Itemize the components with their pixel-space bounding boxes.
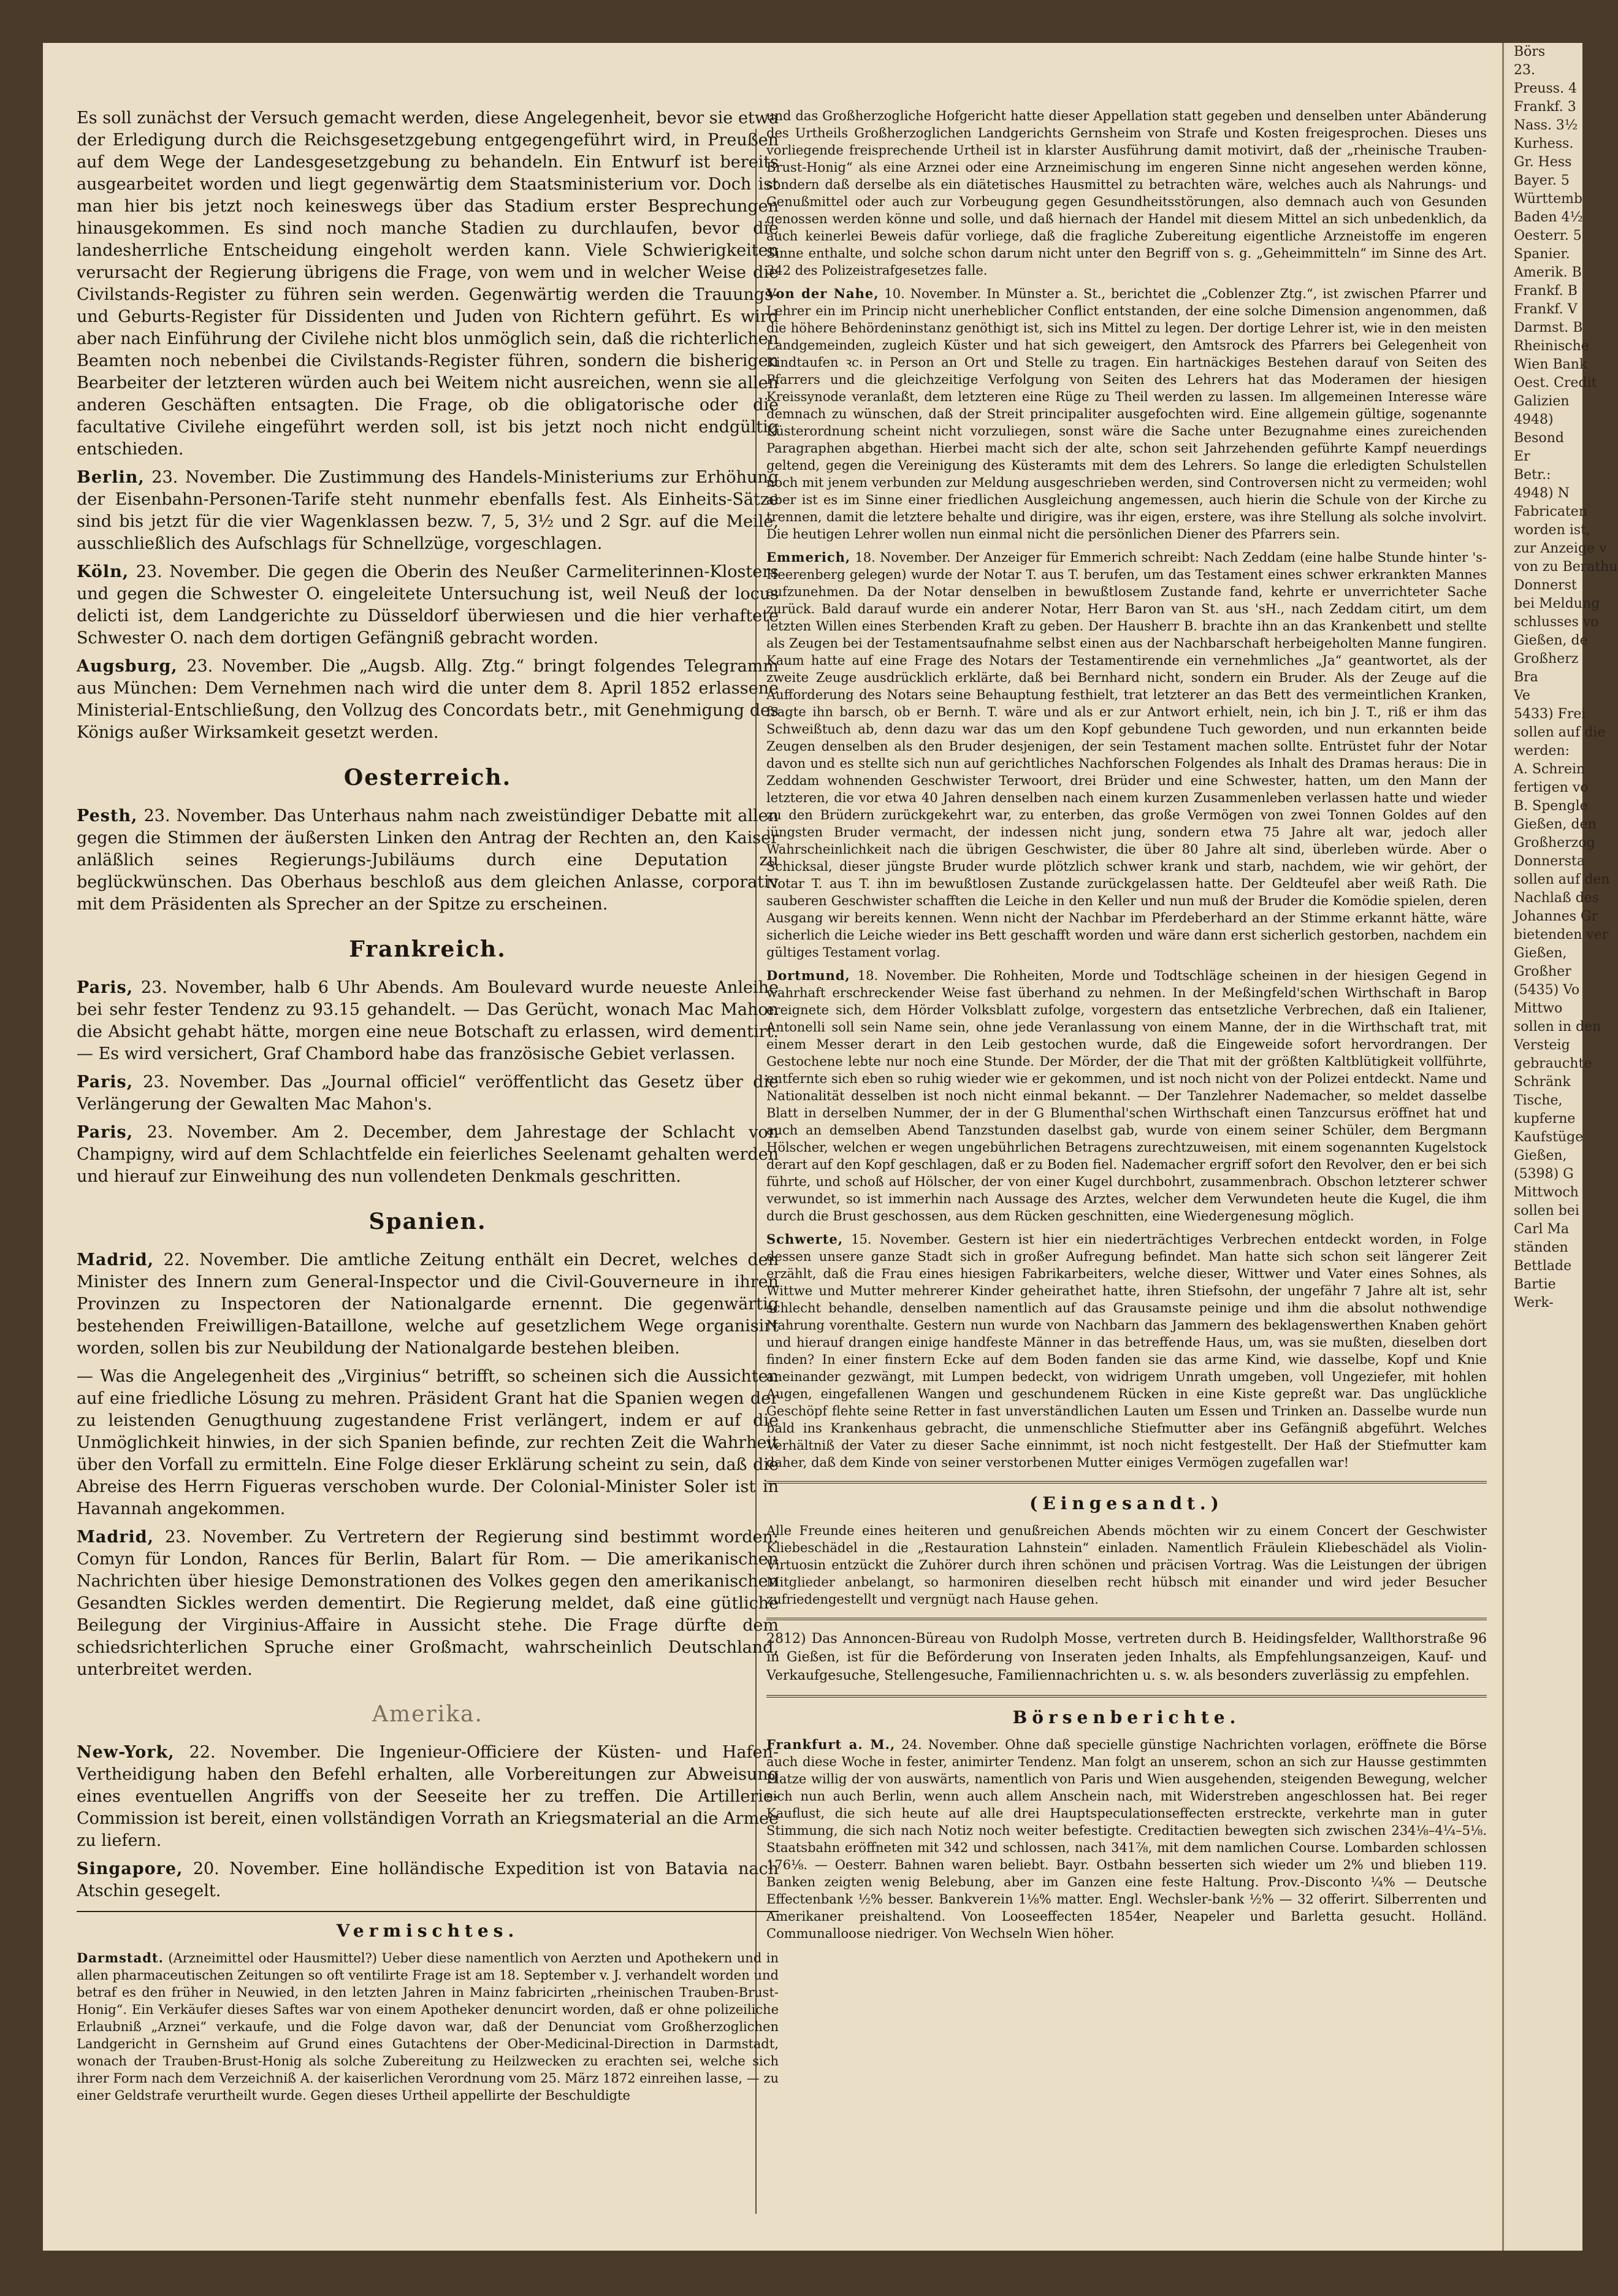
dateline-berlin: Berlin,: [77, 468, 145, 487]
section-divider: [766, 1618, 1487, 1620]
section-heading-amerika: Amerika.: [372, 1702, 483, 1727]
dateline-madrid: Madrid,: [77, 1250, 155, 1269]
section-divider: [766, 1481, 1487, 1483]
edge-text-fragment: Donnersta: [1514, 854, 1586, 869]
edge-text-fragment: Börs: [1514, 44, 1546, 59]
edge-text-fragment: Kaufstüge: [1514, 1130, 1584, 1145]
edge-text-fragment: sollen auf den: [1514, 872, 1610, 887]
edge-text-fragment: Mittwo: [1514, 1001, 1563, 1016]
article-eingesandt: Alle Freunde eines heiteren und genußreichen Abends möchten wir zu einem Concert der Geschwister Kliebeschädel in die „Restauration Lahnstein“ einladen. Namentlich Fräulein Kliebeschädel als Violin-Virtuosin entzückt die Zuhörer durch ihren schönen und präcisen Vortrag. Was die Leistungen der übrigen Mitglieder anbelangt, so harmoniren dieselben recht hübsch mit einander und wird jeder Besucher zufriedengestellt und vergnügt nach Hause gehen.: [766, 1523, 1487, 1607]
edge-text-fragment: Gießen,: [1514, 1148, 1567, 1163]
section-heading-spanien: Spanien.: [368, 1209, 487, 1234]
edge-text-fragment: Baden 4½: [1514, 210, 1583, 225]
right-column: [766, 107, 1487, 1948]
edge-text-fragment: 5433) Frei: [1514, 706, 1586, 722]
edge-text-fragment: Preuss. 4: [1514, 81, 1578, 96]
edge-text-fragment: Donnerst: [1514, 578, 1577, 593]
article-koeln: Köln, 23. November. Die gegen die Oberin des Neußer Carmeliterinnen-Klosters und gegen die Schwester O. eingeleitete Untersuchung ist, weil Neuß der locus delicti ist, dem Landgerichte zu Düsseldorf überwiesen und die hier verhaftete Schwester O. nach dem dortigen Gefängniß gebracht worden.: [77, 562, 779, 648]
edge-text-fragment: sollen auf die: [1514, 725, 1606, 740]
article-pesth: Pesth, 23. November. Das Unterhaus nahm nach zweistündiger Debatte mit allen gegen die Stimmen der äußersten Linken den Antrag der Rechten an, den Kaiser anläßlich seines Regierungs-Jubiläums durch eine Deputation zu beglückwünschen. Das Oberhaus beschloß aus dem gleichen Anlasse, corporativ mit dem Präsidenten als Sprecher an der Spitze zu erscheinen.: [77, 806, 779, 914]
edge-text-fragment: Er: [1514, 449, 1530, 464]
dateline-nahe: Von der Nahe,: [766, 286, 879, 301]
edge-text-fragment: Spanier.: [1514, 247, 1570, 262]
edge-text-fragment: Mittwoch: [1514, 1185, 1579, 1200]
edge-text-fragment: Frankf. V: [1514, 302, 1578, 317]
edge-text-fragment: Nass. 3½: [1514, 118, 1578, 133]
dateline-paris: Paris,: [77, 978, 134, 997]
edge-text-fragment: 4948): [1514, 412, 1554, 427]
article-berlin: Berlin, 23. November. Die Zustimmung des Handels-Ministeriums zur Erhöhung der Eisenbahn-Personen-Tarife steht nunmehr ebenfalls fest. Als Einheits-Sätze sind bis jetzt für die vier Wagenklassen bezw. 7, 5, 3½ und 2 Sgr. auf die Meile, ausschließlich des Aufschlags für Schnellzüge, vorgeschlagen.: [77, 468, 779, 553]
edge-text-fragment: sollen bei: [1514, 1203, 1579, 1219]
article-augsburg: Augsburg, 23. November. Die „Augsb. Allg. Ztg.“ bringt folgendes Telegramm aus München: Dem Vernehmen nach wird die unter dem 8. April 1852 erlassene Ministerial-Entschließung, den Vollzug des Concordats betr., mit Genehmigung des Königs außer Wirksamkeit gesetzt werden.: [77, 657, 779, 742]
edge-text-fragment: 4948) N: [1514, 486, 1570, 501]
edge-text-fragment: Oest. Credit: [1514, 375, 1597, 391]
article-virginius: — Was die Angelegenheit des „Virginius“ betrifft, so scheinen sich die Aussichten auf eine friedliche Lösung zu mehren. Präsident Grant hat die Spanien wegen der zu leistenden Genugthuung zugestandene Frist verlängert, indem er auf die Unmöglichkeit hinwies, in der sich Spanien befinde, zur rechten Zeit die Wahrheit über den Vorfall zu ermitteln. Eine Folge dieser Erklärung scheint zu sein, daß die Abreise des Herrn Figueras verschoben wurde. Der Colonial-Minister Soler ist in Havannah angekommen.: [77, 1367, 779, 1518]
advertisement-mosse: 2812) Das Annoncen-Büreau von Rudolph Mosse, vertreten durch B. Heidingsfelder, Wallthorstraße 96 in Gießen, ist für die Beförderung von Inseraten jeden Inhalts, als Empfehlungsanzeigen, Kauf- und Verkaufgesuche, Stellengesuche, Familiennachrichten u. s. w. als besonders zuverlässig zu empfehlen.: [766, 1631, 1487, 1683]
edge-text-fragment: kupferne: [1514, 1111, 1576, 1127]
edge-text-fragment: Tische,: [1514, 1093, 1563, 1108]
section-heading-vermischtes: Vermischtes.: [336, 1921, 519, 1941]
edge-text-fragment: (5398) G: [1514, 1166, 1574, 1182]
dateline-emmerich: Emmerich,: [766, 549, 851, 565]
edge-text-fragment: Bra: [1514, 670, 1538, 685]
edge-text-fragment: Bettlade: [1514, 1258, 1572, 1274]
edge-text-fragment: Oesterr. 5: [1514, 228, 1582, 243]
dateline-koeln: Köln,: [77, 562, 129, 581]
dateline-dortmund: Dortmund,: [766, 968, 850, 983]
article-paris-3: Paris, 23. November. Am 2. December, dem Jahrestage der Schlacht von Champigny, wird auf dem Schlachtfelde ein feierliches Seelenamt gehalten werden und hierauf zur Einweihung des nun vollendeten Denkmals geschritten.: [77, 1123, 779, 1186]
edge-text-fragment: Rheinische: [1514, 339, 1589, 354]
dateline-frankfurt: Frankfurt a. M.,: [766, 1737, 896, 1752]
edge-text-fragment: fertigen vo: [1514, 780, 1589, 795]
edge-text-fragment: (5435) Vo: [1514, 982, 1580, 998]
edge-text-fragment: Johannes Gr: [1514, 909, 1598, 924]
dateline-pesth: Pesth,: [77, 806, 138, 825]
section-heading-oesterreich: Oesterreich.: [343, 765, 512, 790]
edge-text-fragment: Wien Bank: [1514, 357, 1588, 372]
dateline-augsburg: Augsburg,: [77, 657, 178, 676]
dateline-paris: Paris,: [77, 1123, 134, 1142]
edge-text-fragment: 23.: [1514, 63, 1535, 78]
edge-text-fragment: Württemb: [1514, 191, 1583, 207]
article-civilehe: Es soll zunächst der Versuch gemacht werden, diese Angelegenheit, bevor sie etwa der Erledigung durch die Reichsgesetzgebung entgegengeführt wird, in Preußen auf dem Wege der Landesgesetzgebung zu behandeln. Ein Entwurf ist bereits ausgearbeitet worden und liegt gegenwärtig dem Staatsministerium vor. Doch ist man hier bis jetzt noch keineswegs über das Stadium erster Besprechungen hinausgekommen. Es sind noch manche Stadien zu durchlaufen, bevor die landesherrliche Entscheidung eingeholt werden kann. Viele Schwierigkeiten verursacht der Regierung übrigens die Frage, von wem und in welcher Weise die Civilstands-Register zu führen sein werden. Gegenwärtig werden die Trauungs- und Geburts-Register für Dissidenten und Juden von Richtern geführt. Es wird aber nach Einführung der Civilehe nicht blos unmöglich sein, daß die richterlichen Beamten noch nebenbei die Civilstands-Register führen, sondern die bisherigen Bearbeiter der letzteren würden auch bei Weitem nicht ausreichen, wenn sie allen anderen Geschäften entsagten. Die Frage, ob die obligatorische oder die facultative Civilehe eingeführt werden soll, ist bis jetzt noch nicht endgültig entschieden.: [77, 109, 779, 459]
section-divider: [766, 1695, 1487, 1697]
edge-text-fragment: sollen in den: [1514, 1019, 1601, 1035]
edge-text-fragment: Versteig: [1514, 1038, 1570, 1053]
article-dortmund: Dortmund, 18. November. Die Rohheiten, Morde und Todtschläge scheinen in der hiesigen Gegend in wahrhaft erschreckender Weise fast überhand zu nehmen. In der Meßingfeld'schen Wirthschaft in Barop ereignete sich, dem Hörder Volksblatt zufolge, vorgestern das entsetzliche Verbrechen, daß ein Italiener, Antonelli soll sein Name sein, ohne jede Veranlassung von einem Manne, der in die Wirthschaft trat, mit einem Messer derart in den Leib gestochen wurde, daß die Eingeweide sofort hervordrangen. Der Gestochene lebte nur noch eine Stunde. Der Mörder, der die That mit der größten Kaltblütigkeit vollführte, entfernte sich eben so ruhig wieder wie er gekommen, und ist noch nicht von der Polizei entdeckt. Name und Nationalität desselben ist noch nicht einmal bekannt. — Der Tanzlehrer Nademacher, so meldet dasselbe Blatt in derselben Nummer, der in der G Blumenthal'schen Wirthschaft einen Tanzcursus eröffnet hat und auch an demselben Abend Tanzstunden daselbst gab, wurde von einem seiner Schüler, dem Bergmann Hölscher, welchen er wegen ungebührlichen Betragens zurechtzuweisen, mit einem sogenannten Kugelstock derart auf den Kopf geschlagen, daß er zu Boden fiel. Nademacher ergriff sofort den Revolver, den er bei sich führte, und schoß auf Hölscher, der von einer Kugel durchbohrt, zusammenbrach. Obschon letzterer schwer verwundet, so ist immerhin nach Aussage des Arztes, welcher dem Verwundeten heute die Kugel, die ihm durch die Brust geschossen, aus dem Rücken geschnitten, eine Wiedergenesung möglich.: [766, 968, 1487, 1223]
edge-text-fragment: von zu Berathu: [1514, 559, 1618, 575]
dateline-paris: Paris,: [77, 1073, 134, 1092]
dateline-madrid: Madrid,: [77, 1528, 155, 1547]
section-divider: [77, 1911, 779, 1912]
newspaper-page: [43, 43, 1502, 2251]
section-heading-boersenberichte: Börsenberichte.: [1012, 1707, 1241, 1728]
article-frankfurt: Frankfurt a. M., 24. November. Ohne daß specielle günstige Nachrichten vorlagen, eröffnete die Börse auch diese Woche in fester, animirter Tendenz. Man folgt an unserem, schon an sich zur Hausse gestimmten Platze willig der von auswärts, namentlich von Paris und Wien ausgehenden, steigenden Bewegung, welcher sich nun auch Berlin, wenn auch allem Anschein nach, mit Widerstreben angeschlossen hat. Bei reger Kauflust, die sich heute auf alle drei Hauptspeculationseffecten erstreckte, verkehrte man in guter Stimmung, die sich nach Notiz noch weiter befestigte. Creditactien bewegten sich zwischen 234⅛–4¼–5⅛. Staatsbahn eröffneten mit 342 und schlossen, nach 341⅞, mit dem namlichen Course. Lombarden schlossen 176⅛. — Oesterr. Bahnen waren beliebt. Bayr. Ostbahn besserten sich wieder um 2% und blieben 119. Banken zeigten wenig Belebung, aber im Ganzen eine feste Haltung. Prov.-Disconto ¼% — Deutsche Effectenbank ½% besser. Bankverein 1⅛% matter. Engl. Wechsler-bank ½% — 32 offerirt. Silberrenten und Amerikaner preishaltend. Von Looseeffecten 1854er, Neapeler und Barletta gesucht. Holländ. Communalloose niedriger. Von Wechseln Wien höher.: [766, 1737, 1487, 1941]
left-column: [77, 107, 779, 2110]
edge-text-fragment: ständen: [1514, 1240, 1568, 1255]
article-paris-2: Paris, 23. November. Das „Journal officiel“ veröffentlicht das Gesetz über die Verlängerung der Gewalten Mac Mahon's.: [77, 1073, 779, 1114]
edge-text-fragment: bei Meldung: [1514, 596, 1600, 611]
article-new-york: New-York, 22. November. Die Ingenieur-Officiere der Küsten- und Hafen-Vertheidigung haben den Befehl erhalten, alle Vorbereitungen zur Abweisung eines eventuellen Angriffs von der Seeseite her zu treffen. Die Artillerie-Commission ist bereit, einen vollständigen Vorrath an Kriegsmaterial an die Armee zu liefern.: [77, 1743, 779, 1850]
article-madrid-2: Madrid, 23. November. Zu Vertretern der Regierung sind bestimmt worden: Comyn für London, Rances für Berlin, Balart für Rom. — Die amerikanischen Nachrichten über hiesige Demonstrationen des Volkes gegen den amerikanischen Gesandten Sickles werden dementirt. Die Regierung meldet, daß eine gütliche Beilegung der Virginius-Affaire in Aussicht stehe. Die Frage dürfte dem schiedsrichterlichen Spruche einer Großmacht, wahrscheinlich Deutschland, unterbreitet werden.: [77, 1528, 779, 1679]
edge-text-fragment: Werk-: [1514, 1295, 1554, 1311]
edge-text-fragment: Amerik. B: [1514, 265, 1582, 280]
dateline-new-york: New-York,: [77, 1743, 175, 1762]
edge-text-fragment: Gießen,: [1514, 946, 1567, 961]
article-schwerte: Schwerte, 15. November. Gestern ist hier ein niederträchtiges Verbrechen entdeckt worden, in Folge dessen unsere ganze Stadt sich in großer Aufregung befindet. Man hatte sich schon seit längerer Zeit erzählt, daß die Frau eines hiesigen Fabrikarbeiters, welche dieser, Wittwer und Vater eines Sohnes, als Wittwe und Mutter mehrerer Kinder geheirathet hatte, ihren Stiefsohn, der ungefähr 7 Jahre alt ist, sehr schlecht behandle, denselben namentlich auf das Grausamste peinige und ihm die absolut nothwendige Nahrung vorenthalte. Gestern nun wurde von Nachbarn das Jammern des beklagenswerthen Knaben gehört und hierauf drangen einige handfeste Männer in das betreffende Haus, um, was sie mußten, dieselben dort finden? In einer finstern Ecke auf dem Boden fanden sie das arme Kind, wie dasselbe, Kopf und Knie aneinander gezwängt, mit Lumpen bedeckt, von widrigem Unrath umgeben, voll Ungeziefer, mit hohlen Augen, eingefallenen Wangen und geschundenem Rücken in eine Kiste gepreßt war. Das unglückliche Geschöpf flehte seine Retter in fast unverständlichen Lauten um Essen und Trinken an. Dasselbe wurde nun bald ins Krankenhaus gebracht, die unmenschliche Stiefmutter aber ins Gefängniß abgeführt. Welches Verhältniß der Vater zu dieser Sache einnimmt, ist noch nicht festgestellt. Der Haß der Stiefmutter kam daher, daß dem Kinde von seiner verstorbenen Mutter einiges Vermögen zugefallen war!: [766, 1231, 1487, 1470]
section-heading-eingesandt: (Eingesandt.): [1029, 1493, 1224, 1513]
edge-text-fragment: Bartie: [1514, 1277, 1556, 1292]
edge-text-fragment: Frankf. B: [1514, 283, 1578, 299]
edge-text-fragment: gebrauchte: [1514, 1056, 1592, 1071]
edge-text-fragment: Galizien: [1514, 394, 1570, 409]
edge-text-fragment: schlusses vo: [1514, 614, 1599, 630]
edge-text-fragment: Großherz: [1514, 651, 1579, 667]
edge-text-fragment: A. Schrein: [1514, 762, 1586, 777]
edge-text-fragment: Gießen, de: [1514, 633, 1588, 648]
dateline-schwerte: Schwerte,: [766, 1231, 844, 1247]
article-emmerich: Emmerich, 18. November. Der Anzeiger für Emmerich schreibt: Nach Zeddam (eine halbe Stunde hinter 's-Heerenberg gelegen) wurde der Notar T. aus T. berufen, um das Testament eines schwer erkrankten Mannes aufzunehmen. Da der Notar denselben in bewußtlosem Zustande fand, kehrte er unverrichteter Sache zurück. Bald darauf wurde ein anderer Notar, Herr Baron van St. aus 'sH., nach Zeddam citirt, um dem letzten Willen eines Sterbenden Kraft zu geben. Der Hausherr B. brachte ihn an das Krankenbett und stellte als Zeugen bei der Testamentsaufnahme selbst einen aus der Nachbarschaft herbeigeholten Manne fungiren. Kaum hatte auf eine Frage des Notars der Testamentirende ein vernehmliches „Ja“ geantwortet, als der zweite Zeuge ausdrücklich erklärte, daß bei Bernhard nicht, sondern ein Bruder. Als der Zeuge auf die Aufforderung des Notars seine Behauptung festhielt, trat letzterer an das Bett des vermeintlichen Kranken, fragte ihn barsch, ob er Bernh. T. wäre und als er zur Antwort erhielt, nein, ich bin J. T., riß er ihm das Schweißtuch ab, denn dazu war das um den Kopf gebundene Tuch geworden, und nun erkannten beide Zeugen denselben als den Bruder desjenigen, der sein Testament machen sollte. Entrüstet fuhr der Notar davon und es stellte sich nun auf gerichtliches Nachforschen Folgendes als Inhalt des Dramas heraus: Die in Zeddam wohnenden Geschwister Terwoort, drei Brüder und eine Schwester, hatten, um den Mann der letzteren, die vor etwa 40 Jahren denselben nach einem kurzen Zusammenleben verlassen hatte und wieder zu den Brüdern zurückgekehrt war, zu enterben, das große Vermögen von zwei Tonnen Goldes auf den jüngsten Bruder vermacht, der indessen nicht jung, sondern etwa 75 Jahre alt war, jedoch aller Wahrscheinlichkeit nach die übrigen Geschwister, die über 80 Jahre alt sind, überleben würde. Aber o Schicksal, dieser jüngste Bruder wurde plötzlich schwer krank und starb, nachdem, wie wir gehört, der Notar T. aus T. ihn im bewußtlosen Zustande zurückgelassen hatte. Der Geldteufel aber weiß Rath. Die sauberen Geschwister schafften die Leiche in den Keller und nun muß der Bruder die Komödie spielen, deren Ausgang wir bereits kennen. Wenn nicht der Nachbar im Pferdeberhard an der Stimme erkannt hätte, wäre sicherlich die Leiche wieder ins Bett geschafft worden und wäre dann erst sicherlich gestorben, nachdem ein gültiges Testament vorlag.: [766, 549, 1487, 960]
edge-text-fragment: Darmst. B: [1514, 320, 1583, 335]
edge-text-fragment: Nachlaß des: [1514, 890, 1600, 906]
edge-text-fragment: Ve: [1514, 688, 1530, 703]
section-heading-frankreich: Frankreich.: [349, 936, 506, 962]
article-nahe: Von der Nahe, 10. November. In Münster a. St., berichtet die „Coblenzer Ztg.“, ist zwischen Pfarrer und Lehrer ein im Princip nicht unerheblicher Conflict entstanden, der eine solche Dimension angenommen, daß die höhere Behördeninstanz genöthigt ist, sich ins Mittel zu legen. Der dortige Lehrer ist, wie in den meisten Landgemeinden, zugleich Küster und hat sich geweigert, den Amtsrock des Pfarrers bei Gelegenheit von Kindtaufen ꝛc. in Person an Ort und Stelle zu tragen. Ein hartnäckiges Bestehen darauf von Seiten des Pfarrers und die gleichzeitige Verfolgung von Seiten des Lehrers hat das Moderamen der hiesigen Kreissynode veranlaßt, dem letzteren eine Rüge zu Theil werden zu lassen. Im allgemeinen Interesse wäre demnach zu wünschen, daß der Streit principaliter ausgefochten wird. Eine allgemein gültige, sogenannte Küsterordnung scheint nicht vorzuliegen, sonst wäre die Sache unter Bezugnahme eines zureichenden Paragraphen abgethan. Hierbei macht sich der alte, schon seit Jahrzehenden geführte Kampf neuerdings geltend, gegen die Vereinigung des Küsteramts mit dem des Lehrers. So lange die erledigten Schulstellen noch mit jenem verbunden zur Meldung ausgeschrieben werden, sind Controversen nicht zu vermeiden; wohl aber ist es im Sinne einer friedlichen Ausgleichung angemessen, auch hierin die Schule von der Kirche zu trennen, damit die letztere behalte und dirigire, was ihr eigen, erstere, was ihre Stellung als solche involvirt. Die heutigen Lehrer wollen nun einmal nicht die persönlichen Diener des Pfarrers sein.: [766, 286, 1487, 541]
article-madrid-1: Madrid, 22. November. Die amtliche Zeitung enthält ein Decret, welches den Minister des Innern zum General-Inspector und die Civil-Gouverneure in ihren Provinzen zu Inspectoren der Nationalgarde ernennt. Die gegenwärtig bestehenden Freiwilligen-Bataillone, welche auf gesetzlichem Wege organisirt worden, sollen bis zur Neubildung der Nationalgarde bestehen bleiben.: [77, 1250, 779, 1358]
article-darmstadt-continued: und das Großherzogliche Hofgericht hatte dieser Appellation statt gegeben und denselben unter Abänderung des Urtheils Großherzoglichen Landgerichts Gernsheim von Strafe und Kosten freigesprochen. Dieses uns vorliegende freisprechende Urtheil ist in klarster Ausführung damit motivirt, daß der „rheinische Trauben-Brust-Honig“ als eine Arznei oder eine Arzneimischung im engeren Sinne nicht angesehen werden könne, sondern daß derselbe als ein diätetisches Hausmittel zu betrachten wäre, welches auch als Nahrungs- und Genußmittel oder auch zur Vorbeugung gegen Gesundheitsstörungen, also demnach auch von Gesunden genossen werden könne und solle, und daß hiernach der Handel mit diesem Mittel an sich unbedenklich, da auch keinerlei Beweis dafür vorliege, daß die fragliche Zubereitung eigentliche Arzneistoffe im engeren Sinne enthalte, und solche schon darum nicht unter den Begriff von s. g. „Geheimmitteln“ im Sinne des Art. 342 des Polizeistrafgesetzes falle.: [766, 109, 1487, 278]
edge-text-fragment: worden ist,: [1514, 522, 1591, 538]
edge-text-fragment: Carl Ma: [1514, 1222, 1570, 1237]
edge-text-fragment: Schränk: [1514, 1074, 1571, 1090]
edge-text-fragment: zur Anzeige v: [1514, 541, 1607, 556]
dateline-darmstadt: Darmstadt.: [77, 1950, 164, 1965]
adjacent-page-edge: [1502, 43, 1618, 2251]
article-singapore: Singapore, 20. November. Eine holländische Expedition ist von Batavia nach Atschin gesegelt.: [77, 1859, 779, 1900]
edge-text-fragment: Gießen, den: [1514, 817, 1597, 832]
edge-text-fragment: Gr. Hess: [1514, 155, 1572, 170]
article-darmstadt: Darmstadt. (Arzneimittel oder Hausmittel?) Ueber diese namentlich von Aerzten und Apothekern und in allen pharmaceutischen Zeitungen so oft ventilirte Frage ist am 18. September v. J. verhandelt worden und betraf es den früher in Neuwied, in den letzten Jahren in Mainz fabricirten „rheinischen Trauben-Brust-Honig“. Ein Verkäufer dieses Saftes war von einem Apotheker denuncirt worden, daß er ohne polizeiliche Erlaubniß „Arznei“ verkaufe, und die Folge davon war, daß der Denunciat vom Großherzoglichen Landgericht in Gernsheim auf Grund eines Gutachtens der Ober-Medicinal-Direction in Darmstadt, wonach der Trauben-Brust-Honig als solche Zubereitung zu Heilzwecken zu erachten sei, welche sich ihrer Form nach dem Verzeichniß A. der kaiserlichen Verordnung vom 25. März 1872 einreihen lasse, — zu einer Geldstrafe verurtheilt wurde. Gegen dieses Urtheil appellirte der Beschuldigte: [77, 1950, 779, 2103]
article-paris-1: Paris, 23. November, halb 6 Uhr Abends. Am Boulevard wurde neueste Anleihe bei sehr fester Tendenz zu 93.15 gehandelt. — Das Gerücht, wonach Mac Mahon die Absicht gehabt hätte, morgen eine neue Botschaft zu erlassen, wird dementirt. — Es wird versichert, Graf Chambord habe das französische Gebiet verlassen.: [77, 978, 779, 1063]
edge-text-fragment: Betr.:: [1514, 467, 1551, 483]
edge-text-fragment: Fabricaten: [1514, 504, 1587, 519]
edge-text-fragment: Bayer. 5: [1514, 173, 1570, 188]
edge-text-fragment: Großher: [1514, 964, 1571, 979]
edge-text-fragment: Kurhess.: [1514, 136, 1574, 151]
edge-text-fragment: bietenden ver: [1514, 927, 1609, 943]
edge-text-fragment: Großherzog: [1514, 835, 1595, 851]
edge-text-fragment: werden:: [1514, 743, 1570, 759]
dateline-singapore: Singapore,: [77, 1859, 183, 1878]
edge-text-fragment: B. Spengle: [1514, 798, 1588, 814]
edge-text-fragment: Besond: [1514, 431, 1564, 446]
edge-text-fragment: Frankf. 3: [1514, 99, 1576, 115]
